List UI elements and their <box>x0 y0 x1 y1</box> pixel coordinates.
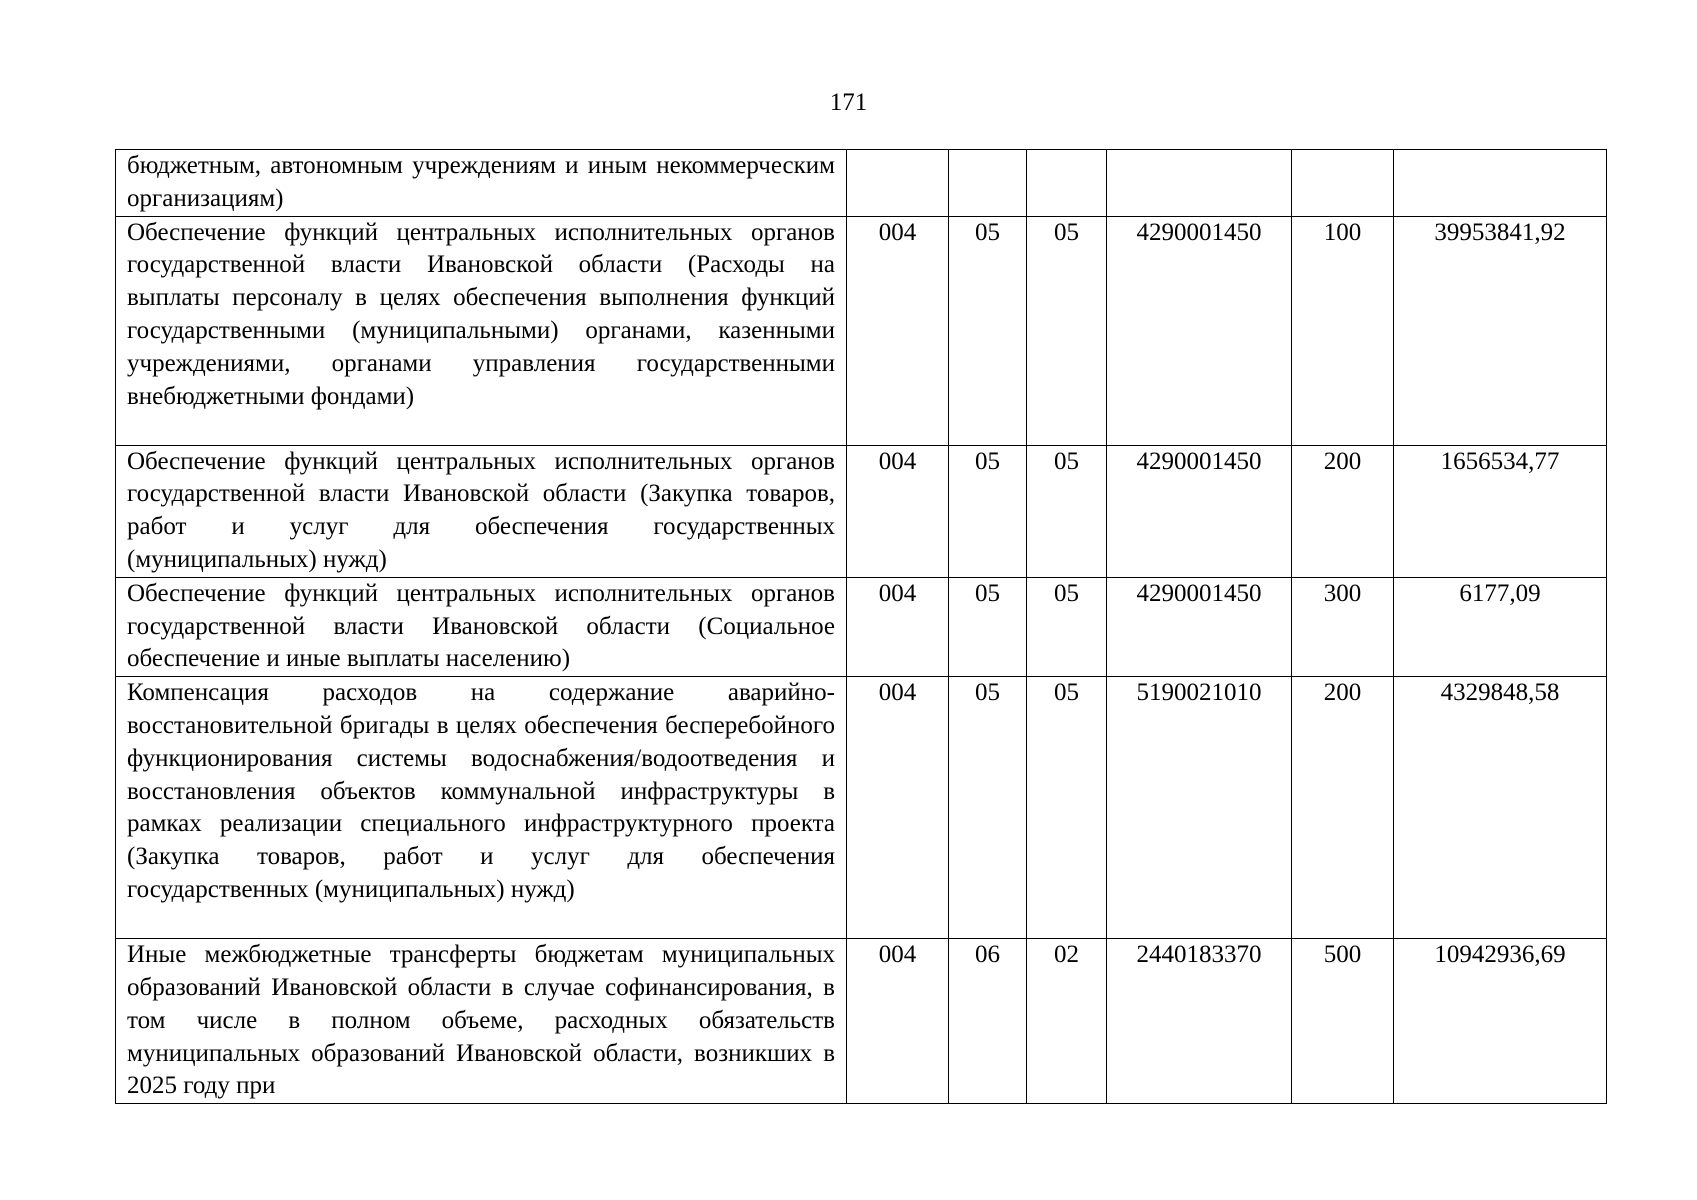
subsection-code <box>1027 150 1107 217</box>
table-row <box>116 677 1607 939</box>
target-article-code: 4290001450 <box>1107 577 1292 676</box>
target-article-code: 5190021010 <box>1107 677 1292 939</box>
expense-type-code: 200 <box>1292 677 1394 939</box>
amount <box>1394 150 1607 217</box>
table-row <box>116 216 1607 445</box>
department-code: 004 <box>847 939 949 1104</box>
amount: 10942936,69 <box>1394 939 1607 1104</box>
expense-type-code <box>1292 150 1394 217</box>
budget-table <box>115 149 1607 1104</box>
row-description: Обеспечение функций центральных исполнительных органов государственной власти Ивановской области (Расходы на выплаты персоналу в целях обеспечения выполнения функций государственными (муниципальными) органами, казенными учреждениями, органами управления государственными внебюджетными фондами) <box>116 216 847 445</box>
subsection-code: 02 <box>1027 939 1107 1104</box>
section-code: 05 <box>949 577 1027 676</box>
table-row <box>116 939 1607 1104</box>
expense-type-code: 200 <box>1292 445 1394 577</box>
amount: 4329848,58 <box>1394 677 1607 939</box>
target-article-code <box>1107 150 1292 217</box>
table-row <box>116 445 1607 577</box>
row-description: Обеспечение функций центральных исполнительных органов государственной власти Ивановской области (Закупка товаров, работ и услуг для обеспечения государственных (муниципальных) нужд) <box>116 445 847 577</box>
row-description: бюджетным, автономным учреждениям и иным некоммерческим организациям) <box>116 150 847 217</box>
row-description: Обеспечение функций центральных исполнительных органов государственной власти Ивановской области (Социальное обеспечение и иные выплаты населению) <box>116 577 847 676</box>
department-code: 004 <box>847 577 949 676</box>
section-code: 05 <box>949 216 1027 445</box>
subsection-code: 05 <box>1027 677 1107 939</box>
expense-type-code: 500 <box>1292 939 1394 1104</box>
target-article-code: 4290001450 <box>1107 216 1292 445</box>
department-code <box>847 150 949 217</box>
target-article-code: 4290001450 <box>1107 445 1292 577</box>
row-description: Компенсация расходов на содержание аварийно-восстановительной бригады в целях обеспечения бесперебойного функционирования системы водоснабжения/водоотведения и восстановления объектов коммунальной инфраструктуры в рамках реализации специального инфраструктурного проекта (Закупка товаров, работ и услуг для обеспечения государственных (муниципальных) нужд) <box>116 677 847 939</box>
table-row <box>116 577 1607 676</box>
table-row <box>116 150 1607 217</box>
section-code: 05 <box>949 445 1027 577</box>
expense-type-code: 100 <box>1292 216 1394 445</box>
section-code <box>949 150 1027 217</box>
subsection-code: 05 <box>1027 445 1107 577</box>
amount: 6177,09 <box>1394 577 1607 676</box>
row-description: Иные межбюджетные трансферты бюджетам муниципальных образований Ивановской области в случае софинансирования, в том числе в полном объеме, расходных обязательств муниципальных образований Ивановской области, возникших в 2025 году при <box>116 939 847 1104</box>
amount: 1656534,77 <box>1394 445 1607 577</box>
subsection-code: 05 <box>1027 577 1107 676</box>
department-code: 004 <box>847 445 949 577</box>
page-number: 171 <box>829 89 868 116</box>
department-code: 004 <box>847 216 949 445</box>
department-code: 004 <box>847 677 949 939</box>
subsection-code: 05 <box>1027 216 1107 445</box>
target-article-code: 2440183370 <box>1107 939 1292 1104</box>
section-code: 05 <box>949 677 1027 939</box>
amount: 39953841,92 <box>1394 216 1607 445</box>
expense-type-code: 300 <box>1292 577 1394 676</box>
section-code: 06 <box>949 939 1027 1104</box>
